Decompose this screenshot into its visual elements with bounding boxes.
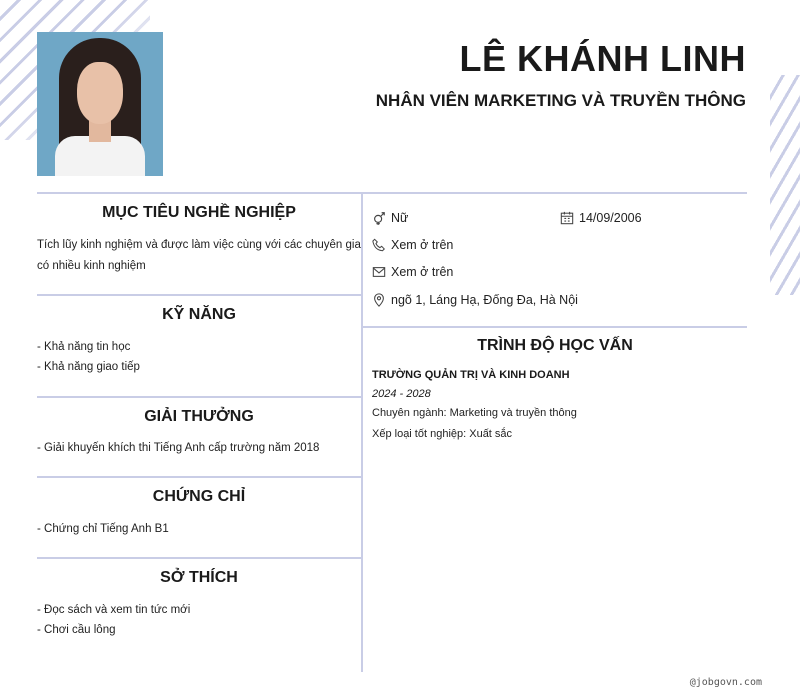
list-item: - Giải khuyến khích thi Tiếng Anh cấp trường năm 2018: [37, 442, 320, 454]
skills-title: KỸ NĂNG: [162, 306, 236, 323]
education-major: Chuyên ngành: Marketing và truyền thông: [372, 407, 577, 419]
gender-row: [372, 211, 408, 225]
hobbies-list: [37, 600, 190, 640]
email-value: Xem ở trên: [391, 265, 454, 279]
candidate-position: NHÂN VIÊN MARKETING VÀ TRUYỀN THÔNG: [375, 91, 746, 110]
watermark: @jobgovn.com: [689, 677, 762, 688]
awards-list: [37, 438, 319, 458]
education-title: TRÌNH ĐỘ HỌC VẤN: [477, 337, 633, 354]
location-icon: [372, 293, 386, 307]
address-row: [372, 293, 578, 307]
left-divider-4: [37, 557, 361, 559]
list-item: - Khả năng giao tiếp: [37, 361, 140, 373]
birthday-value: 14/09/2006: [579, 211, 642, 225]
header-divider: [37, 192, 747, 194]
list-item: - Đọc sách và xem tin tức mới: [37, 604, 191, 616]
hobbies-title: SỞ THÍCH: [160, 569, 238, 586]
decorative-stripes-right: [770, 75, 800, 295]
awards-title: GIẢI THƯỞNG: [144, 408, 254, 425]
candidate-name: LÊ KHÁNH LINH: [459, 38, 746, 79]
certificates-list: [37, 519, 169, 539]
objective-text-line-1: Tích lũy kinh nghiệm và được làm việc cùng với các chuyên gia: [37, 239, 361, 251]
phone-icon: [372, 238, 386, 252]
phone-value: Xem ở trên: [391, 238, 454, 252]
list-item: - Chứng chỉ Tiếng Anh B1: [37, 523, 169, 535]
skills-list: [37, 337, 140, 377]
column-divider: [361, 194, 363, 672]
certificates-title: CHỨNG CHỈ: [152, 488, 246, 505]
education-years: 2024 - 2028: [372, 388, 431, 400]
profile-photo: [37, 32, 163, 176]
phone-row: [372, 238, 453, 252]
email-row: [372, 265, 453, 279]
address-value: ngõ 1, Láng Hạ, Đống Đa, Hà Nội: [391, 293, 578, 307]
education-school: TRƯỜNG QUẢN TRỊ VÀ KINH DOANH: [372, 369, 570, 381]
objective-text-line-2: có nhiều kinh nghiệm: [37, 260, 146, 272]
gender-value: Nữ: [391, 211, 409, 225]
gender-icon: [372, 211, 386, 225]
left-divider-3: [37, 476, 361, 478]
list-item: - Khả năng tin học: [37, 341, 131, 353]
right-divider-1: [363, 326, 747, 328]
calendar-icon: [560, 211, 574, 225]
objective-title: MỤC TIÊU NGHỀ NGHIỆP: [102, 204, 296, 221]
left-divider-2: [37, 396, 361, 398]
education-grade: Xếp loại tốt nghiệp: Xuất sắc: [372, 428, 513, 440]
email-icon: [372, 265, 386, 279]
left-divider-1: [37, 294, 361, 296]
list-item: - Chơi cầu lông: [37, 624, 116, 636]
birthday-row: [560, 211, 642, 225]
